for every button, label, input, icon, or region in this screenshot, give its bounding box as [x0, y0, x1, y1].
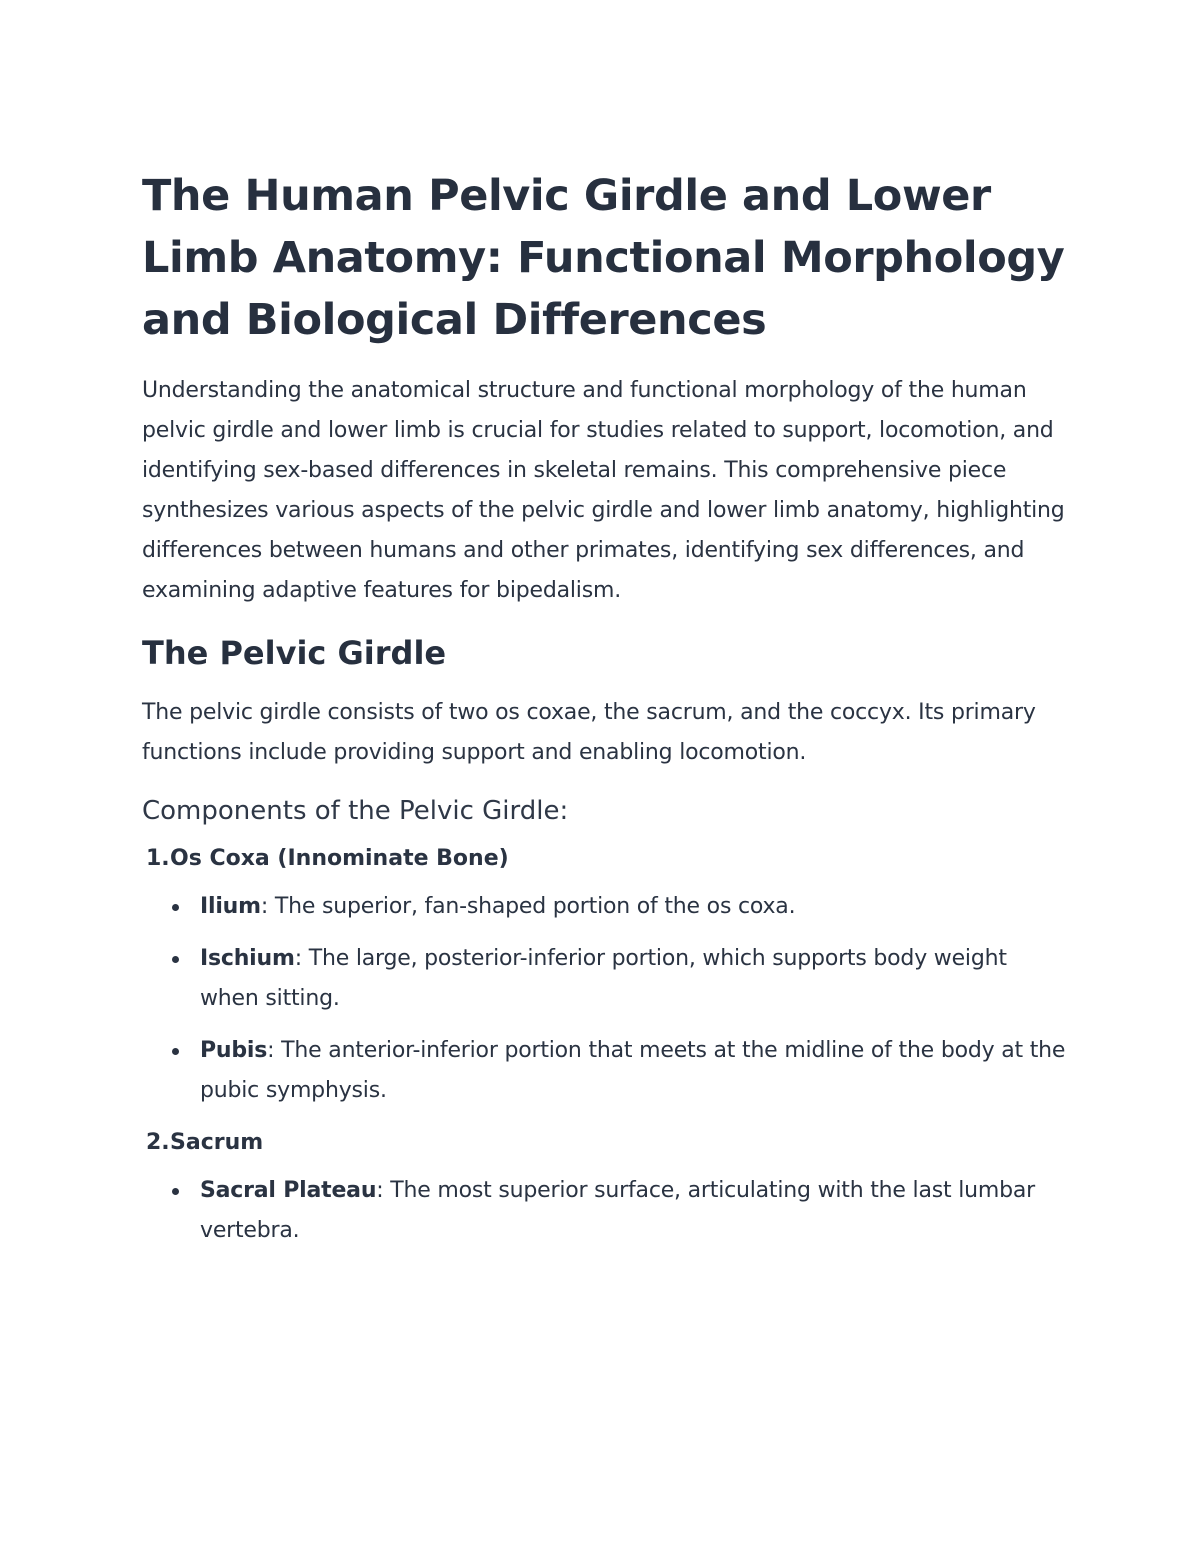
subsection-heading: Components of the Pelvic Girdle:	[142, 796, 569, 826]
section-paragraph: The pelvic girdle consists of two os coxae, the sacrum, and the coccyx. Its primary functions include providing support and enabling locomotion.	[142, 700, 1036, 765]
numbered-item-label: Os Coxa (Innominate Bone)	[170, 846, 509, 871]
term-description: : The anterior-inferior portion that meets at the midline of the body at the pubic symphysis.	[200, 1038, 1066, 1103]
numbered-item-label: Sacrum	[170, 1130, 264, 1155]
bullet-icon	[172, 956, 179, 963]
numbered-item-sacrum	[142, 1123, 1067, 1163]
term-label: Ilium	[200, 894, 261, 919]
page-title: The Human Pelvic Girdle and Lower Limb Anatomy: Functional Morphology and Biological Differences	[142, 171, 1065, 345]
bullet-list-sacrum	[142, 1171, 1067, 1251]
term-description: : The most superior surface, articulating with the last lumbar vertebra.	[200, 1178, 1035, 1243]
term-label: Pubis	[200, 1038, 268, 1063]
bullet-icon	[172, 904, 179, 911]
term-label: Sacral Plateau	[200, 1178, 377, 1203]
term-description: : The large, posterior-inferior portion, which supports body weight when sitting.	[200, 946, 1007, 1011]
bullet-icon	[172, 1048, 179, 1055]
list-item	[200, 1171, 1067, 1251]
list-item	[200, 887, 1067, 927]
bullet-icon	[172, 1188, 179, 1195]
section-heading: The Pelvic Girdle	[142, 634, 447, 672]
list-number: 1.	[146, 846, 170, 871]
term-label: Ischium	[200, 946, 295, 971]
document-page	[142, 165, 1067, 1263]
intro-paragraph: Understanding the anatomical structure and functional morphology of the human pelvic girdle and lower limb is crucial for studies related to support, locomotion, and identifying sex-based differences in skeletal remains. This comprehensive piece synthesizes various aspects of the pelvic girdle and lower limb anatomy, highlighting differences between humans and other primates, identifying sex differences, and examining adaptive features for bipedalism.	[142, 378, 1065, 603]
bullet-list-os-coxa	[142, 887, 1067, 1111]
list-item	[200, 939, 1067, 1019]
list-item	[200, 1031, 1067, 1111]
numbered-item-os-coxa	[142, 839, 1067, 879]
list-number: 2.	[146, 1130, 170, 1155]
term-description: : The superior, fan-shaped portion of the os coxa.	[260, 894, 796, 919]
